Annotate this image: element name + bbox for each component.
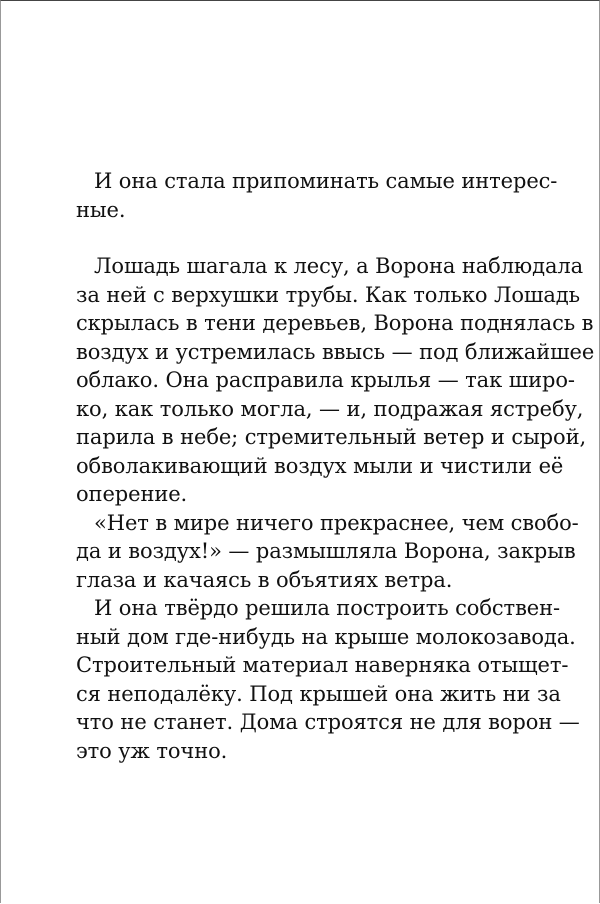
text-line: ся неподалёку. Под крышей она жить ни за (76, 681, 561, 706)
text-line: ные. (76, 197, 126, 222)
text-line: ко, как только могла, — и, подражая ястребу, (76, 396, 584, 421)
text-line: это уж точно. (76, 738, 228, 763)
text-line: Строительный материал наверняка отыщет- (76, 653, 569, 677)
text-line: воздух и устремилась ввысь — под ближайшее (76, 339, 595, 364)
text-line: да и воздух!» — размышляла Ворона, закрыв (76, 539, 576, 563)
text-line: облако. Она расправила крылья — так широ- (76, 368, 575, 392)
text-line: ный дом где-нибудь на крыше молокозавода. (76, 624, 576, 649)
text-line: за ней с верхушки трубы. Как только Лошадь (76, 282, 580, 307)
text-line: И она твёрдо решила построить собствен- (94, 596, 561, 620)
text-line: обволакивающий воздух мыли и чистили её (76, 453, 564, 478)
text-line: парила в небе; стремительный ветер и сырой, (76, 425, 587, 449)
text-line: глаза и качаясь в объятиях ветра. (76, 567, 453, 592)
paragraph-main (76, 252, 595, 765)
text-line: оперение. (76, 482, 188, 506)
text-line: «Нет в мире ничего прекраснее, чем свобо- (94, 510, 579, 535)
paragraph-intro (76, 167, 558, 224)
text-line: И она стала припоминать самые интерес- (94, 169, 558, 193)
text-line: что не станет. Дома строятся не для ворон — (76, 710, 580, 734)
text-line: скрылась в тени деревьев, Ворона поднялась в (76, 311, 594, 335)
text-line: Лошадь шагала к лесу, а Ворона наблюдала (94, 254, 584, 278)
